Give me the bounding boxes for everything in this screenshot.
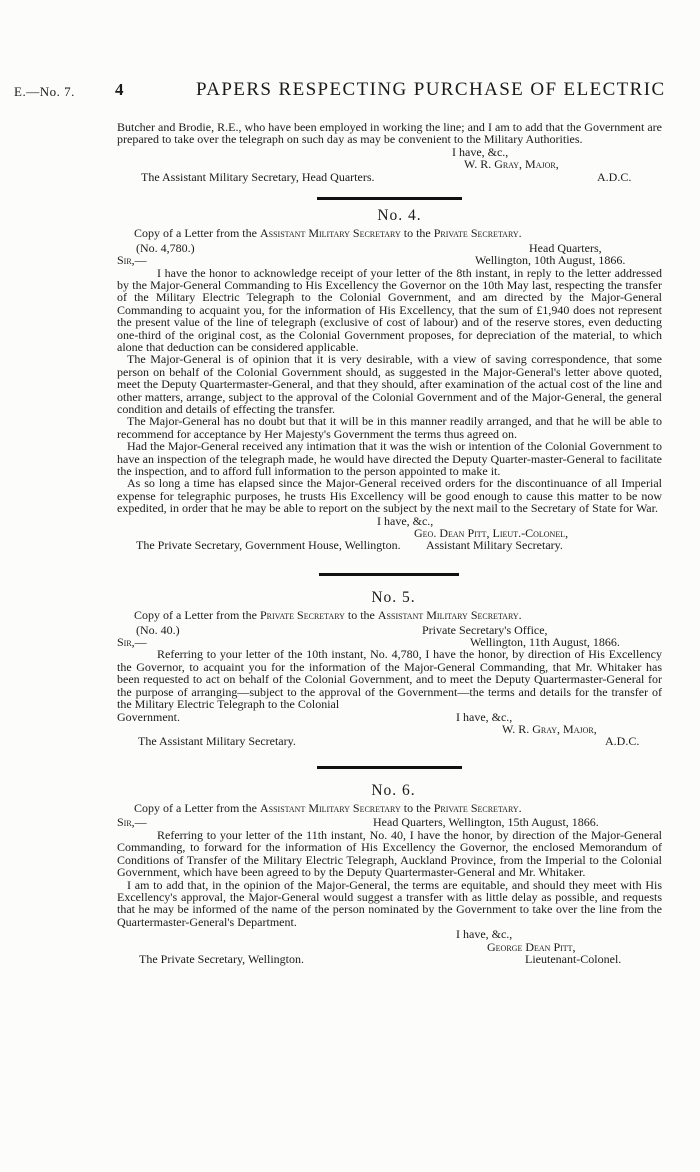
letter-no-6 [117,781,662,966]
running-title: PAPERS RESPECTING PURCHASE OF ELECTRIC [196,79,666,100]
paragraph: Referring to your letter of the 11th instant, No. 40, I have the honor, by direction of the Major-General Commanding, to forward for the information of His Excellency the Governor, the enclosed Memorandum of Conditions of Transfer of the Military Electric Telegraph, Auckland Province, from the Imperial to the Colonial Government, which have been agreed to by the Deputy Quartermaster-General and Mr. Whitaker. [117,827,662,880]
letter-date: Wellington, 10th August, 1866. [475,253,626,268]
addressee: The Assistant Military Secretary, Head Quarters. [141,169,375,184]
paragraph: I am to add that, in the opinion of the Major-General, the terms are equitable, and should they meet with His Excellency's approval, the Major-General would suggest a transfer with as little delay as possible, and requests that he may be informed of the name of the person nominated by the Government to take over the line from the Quartermaster-General's Department. [117,877,662,929]
page-header [0,80,700,104]
letter-date: Wellington, 11th August, 1866. [470,635,620,650]
letter-ref: (No. 40.) [136,622,180,637]
addressee: The Private Secretary, Government House, Wellington. [136,538,401,553]
page-number: 4 [115,80,124,99]
letter-number: No. 6. [371,781,416,799]
letter-continuation [117,121,662,183]
letter-number: No. 5. [371,588,416,606]
signatory-rank: Assistant Military Secretary. [426,538,563,553]
signatory-rank: A.D.C. [597,169,632,184]
paragraph-end: Government. [117,709,180,724]
letter-heading: Copy of a Letter from the Assistant Military Secretary to the Private Secretary. [134,801,522,816]
paragraph: The Major-General is of opinion that it is very desirable, with a view of saving correspondence, that some person on behalf of the Colonial Government should, as suggested in the Major-General's letter above quoted, meet the Deputy Quartermaster-General, and that they should, after examination of the actual cost of the line and other matters, arrange, subject to the approval of the Colonial Government and of the Major-General, the general condition and details of effecting the transfer. [117,352,662,417]
paragraph: As so long a time has elapsed since the Major-General received orders for the discontinuance of all Imperial expense for telegraphic purposes, he trusts His Excellency will be good enough to cause this matter to be now expedited, in order that he may be able to report on the subject by the next mail to the Secretary of State for War. [117,476,662,516]
signatory-rank: Lieutenant-Colonel. [525,951,622,966]
signature: W. R. Gray, Major, [464,157,559,172]
paper-reference: E.—No. 7. [14,84,75,99]
paragraph: Referring to your letter of the 10th instant, No. 4,780, I have the honor, by direction of His Excellency the Governor, to acquaint you for the information of the Major-General Commanding, that Mr. Whitaker has been requested to act on behalf of the Colonial Government, and to meet the Deputy Quartermaster-General for the purpose of arranging—subject to the approval of the Government—the terms and details for the transfer of the Military Electric Telegraph to the Colonial [117,647,662,712]
continuation-paragraph: Butcher and Brodie, R.E., who have been employed in working the line; and I am to add that the Government are prepared to take over the telegraph on such day as may be convenient to the Military Authorities. [117,120,662,147]
addressee: The Assistant Military Secretary. [138,734,296,749]
letter-heading: Copy of a Letter from the Assistant Military Secretary to the Private Secretary. [134,226,522,241]
letter-ref: (No. 4,780.) [136,240,195,255]
salutation: Sir,— [117,635,147,650]
signature: W. R. Gray, Major, [502,721,597,736]
letter-heading: Copy of a Letter from the Private Secretary to the Assistant Military Secretary. [134,608,522,623]
document-body [117,121,662,965]
letter-number: No. 4. [377,206,422,224]
signatory-rank: A.D.C. [605,734,640,749]
signature: George Dean Pitt, [487,939,576,954]
paragraph: Had the Major-General received any intimation that it was the wish or intention of the Colonial Government to have an inspection of the telegraph made, he would have directed the Deputy Quarter-master-General to facilitate the inspection, and to afford full information to the person appointed to make it. [117,439,662,479]
paragraph: I have the honor to acknowledge receipt of your letter of the 8th instant, in reply to the letter addressed by the Major-General Commanding to His Excellency the Governor on the 10th May last, respecting the transfer of the Military Electric Telegraph to the Colonial Government, and am directed by the Major-General Commanding to acquaint you, for the information of His Excellency, that the sum of £1,940 does not represent the present value of the line of telegraph (exclusive of cost of labour) and of the reserve stores, even deducting one-third of the original cost, as the Colonial Government proposes, for depreciation of the material, to which alone that deduction can be considered applicable. [117,265,662,355]
sender-location: Private Secretary's Office, [422,622,548,637]
salutation: Sir,— [117,815,147,830]
closing: I have, &c., [452,144,509,159]
sender-location: Head Quarters, [529,240,602,255]
addressee: The Private Secretary, Wellington. [139,951,304,966]
signature: Geo. Dean Pitt, Lieut.-Colonel, [414,526,569,541]
salutation: Sir,— [117,253,147,268]
closing: I have, &c., [456,927,513,942]
letter-no-4 [117,206,662,553]
closing: I have, &c., [456,709,513,724]
letter-date: Head Quarters, Wellington, 15th August, 1866. [373,815,599,830]
letter-no-5 [117,588,662,749]
paragraph: The Major-General has no doubt but that it will be in this manner readily arranged, and that he will be able to recommend for acceptance by Her Majesty's Government the terms thus agreed on. [117,414,662,441]
closing: I have, &c., [377,513,434,528]
